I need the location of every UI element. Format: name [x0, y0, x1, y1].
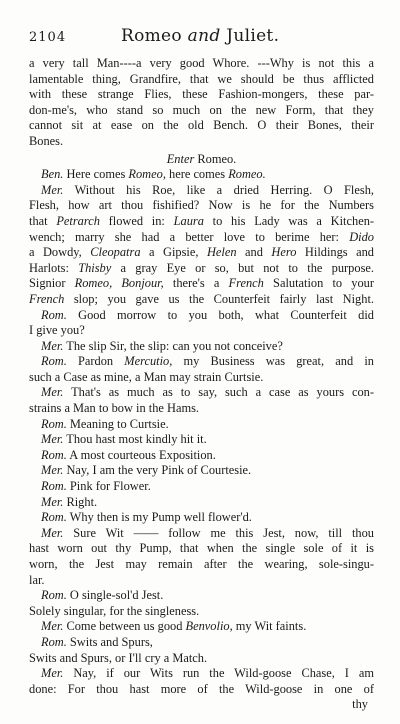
text-line	[29, 619, 374, 635]
text-line	[29, 526, 374, 542]
italic-text: Rom.	[41, 510, 67, 525]
page-number: 2104	[29, 30, 67, 45]
italic-text: Rom.	[41, 416, 67, 431]
italic-text: Rom.	[41, 588, 67, 603]
text-run: Salutation to your	[263, 276, 374, 291]
text-run: Swits and Spurs, or I'll cry a Match.	[29, 650, 208, 665]
italic-text: Rom.	[41, 354, 67, 369]
text-line	[29, 354, 374, 370]
text-line	[29, 417, 374, 433]
italic-text: Rom.	[41, 447, 67, 462]
title-juliet: Juliet.	[220, 26, 280, 46]
text-run: O single-sol'd Jest.	[66, 588, 164, 603]
italic-text: Mer.	[41, 182, 64, 197]
text-run: slop; you gave us the Counterfeit fairly last Night.	[64, 291, 374, 306]
text-line	[29, 385, 374, 401]
text-line	[29, 245, 374, 261]
text-run: my Wit faints.	[232, 619, 307, 634]
text-line	[29, 479, 374, 495]
text-run: a gray Eye or so, but not to the purpose.	[111, 260, 374, 275]
italic-text: Helen	[206, 245, 237, 260]
text-run: such a Case as mine, a Man may strain Curtsie.	[29, 369, 264, 384]
text-run: a Gipsie,	[140, 245, 207, 260]
text-line	[29, 323, 374, 339]
text-run: that	[29, 213, 57, 228]
text-line	[29, 557, 374, 573]
italic-text: Rom.	[41, 479, 67, 494]
text-line	[29, 588, 374, 604]
text-line	[29, 448, 374, 464]
italic-text: Mer.	[41, 619, 64, 634]
text-run: worn, the Jest may remain after the wearing, sole-singu-	[29, 557, 374, 571]
italic-text: Mer.	[41, 463, 64, 478]
italic-text: Romeo,	[128, 167, 166, 182]
text-line	[29, 214, 374, 230]
italic-text: Dido	[349, 229, 374, 244]
italic-text: Romeo,	[74, 276, 113, 291]
text-line	[29, 167, 374, 183]
italic-text: Benvolio,	[185, 619, 233, 634]
text-line	[29, 573, 374, 589]
text-run: there's a	[163, 276, 229, 291]
text-line	[29, 103, 374, 119]
italic-text: Mer.	[41, 385, 64, 400]
text-run: Nay, if our Wits run the Wild-goose Chase, I am	[63, 666, 374, 681]
text-line	[29, 401, 374, 417]
text-run	[112, 276, 121, 290]
italic-text: Cleopatra	[90, 245, 141, 260]
text-run: I give you?	[29, 323, 85, 338]
text-line	[29, 541, 374, 557]
italic-text: Thisby	[78, 260, 112, 275]
text-run: Harlots:	[29, 260, 79, 275]
text-run: a Dowdy,	[29, 245, 91, 260]
text-line	[29, 495, 374, 511]
text-line	[29, 56, 374, 72]
text-run: strains a Man to bow in the Hams.	[29, 401, 200, 416]
italic-text: Enter	[166, 151, 195, 166]
text-run: don-me's, who stand so much on the new Form, that they	[29, 102, 374, 117]
text-run: and	[236, 245, 272, 260]
text-line	[29, 183, 374, 199]
text-line	[29, 651, 374, 667]
text-line	[29, 635, 374, 651]
italic-text: Mer.	[41, 666, 64, 681]
italic-text: French	[29, 291, 65, 306]
text-line	[29, 682, 374, 698]
italic-text: Romeo.	[228, 167, 266, 182]
text-line	[29, 72, 374, 88]
text-run: Sure Wit —— follow me this Jest, now, till thou	[63, 525, 374, 540]
text-run: Romeo.	[194, 151, 237, 166]
text-run: Swits and Spurs,	[66, 634, 153, 649]
text-run: hast worn out thy Pump, that when the single sole of it is	[29, 541, 374, 556]
text-run: done: For thou hast more of the Wild-goose in one of	[29, 681, 374, 696]
text-run: Bones.	[29, 133, 64, 148]
italic-text: French	[228, 276, 264, 291]
text-run: Solely singular, for the singleness.	[29, 603, 200, 618]
italic-text: Mercutio,	[124, 354, 173, 369]
play-text	[29, 56, 374, 697]
text-run: with these strange Flies, these Fashion-mongers, these par-	[29, 87, 374, 102]
italic-text: Rom.	[41, 634, 67, 649]
running-header	[29, 26, 374, 56]
italic-text: Laura	[173, 213, 204, 228]
text-run: Thou hast most kindly hit it.	[63, 432, 207, 447]
italic-text: Bonjour,	[121, 276, 164, 291]
text-run: Meaning to Curtsie.	[66, 416, 169, 431]
italic-text: Hero	[271, 245, 297, 260]
text-run: cannot sit at ease on the old Bench. O their Bones, their	[29, 118, 374, 133]
text-run: flowed in:	[99, 213, 174, 228]
italic-text: Mer.	[41, 494, 64, 509]
text-run: Signior	[29, 276, 75, 291]
text-line	[29, 198, 374, 214]
italic-text: Ben.	[41, 167, 64, 182]
text-run: Nay, I am the very Pink of Courtesie.	[63, 463, 252, 478]
title-and: and	[187, 26, 221, 46]
text-line	[29, 666, 374, 682]
text-run: Hildings and	[296, 245, 374, 260]
text-run: lamentable thing, Grandfire, that we should be thus afflicted	[29, 71, 374, 86]
text-line	[29, 87, 374, 103]
running-title	[121, 26, 279, 46]
text-line	[29, 276, 374, 292]
text-run: Good morrow to you both, what Counterfeit did	[66, 307, 374, 322]
text-run: A most courteous Exposition.	[66, 447, 216, 462]
text-run: Here comes	[63, 167, 129, 182]
italic-text: Mer.	[41, 525, 64, 540]
italic-text: Petrarch	[56, 213, 100, 228]
text-run: my Business was great, and in	[172, 354, 374, 369]
text-run: Why then is my Pump well flower'd.	[66, 510, 252, 525]
catchword: thy	[352, 697, 368, 712]
text-run: Come between us good	[63, 619, 186, 634]
text-run: a very tall Man----a very good Whore. ---Why is not this a	[29, 56, 374, 70]
text-line	[29, 261, 374, 277]
italic-text: Rom.	[41, 307, 67, 322]
text-run: wench; marry she had a better love to berime her:	[29, 229, 350, 244]
text-run: Flesh, how art thou fishified? Now is he for the Numbers	[29, 198, 374, 213]
text-line	[29, 134, 374, 150]
text-run: The slip Sir, the slip: can you not conceive?	[63, 338, 283, 353]
text-line	[29, 339, 374, 355]
text-line	[29, 510, 374, 526]
text-run: Pink for Flower.	[66, 479, 151, 494]
text-run: Pardon	[66, 354, 125, 369]
text-line	[29, 463, 374, 479]
text-run: Right.	[63, 494, 98, 509]
italic-text: Mer.	[41, 338, 64, 353]
text-run: to his Lady was a Kitchen-	[203, 213, 374, 228]
text-line	[29, 308, 374, 324]
text-line	[29, 370, 374, 386]
stage-direction	[29, 150, 374, 168]
text-run: lar.	[29, 572, 45, 587]
text-run: here comes	[165, 167, 229, 182]
text-line	[29, 230, 374, 246]
text-line	[29, 604, 374, 620]
text-line	[29, 432, 374, 448]
text-line	[29, 118, 374, 134]
title-romeo: Romeo	[121, 26, 188, 46]
text-run: That's as much as to say, such a case as yours con-	[63, 385, 374, 400]
text-run: Without his Roe, like a dried Herring. O Flesh,	[63, 182, 374, 197]
italic-text: Mer.	[41, 432, 64, 447]
text-line	[29, 292, 374, 308]
